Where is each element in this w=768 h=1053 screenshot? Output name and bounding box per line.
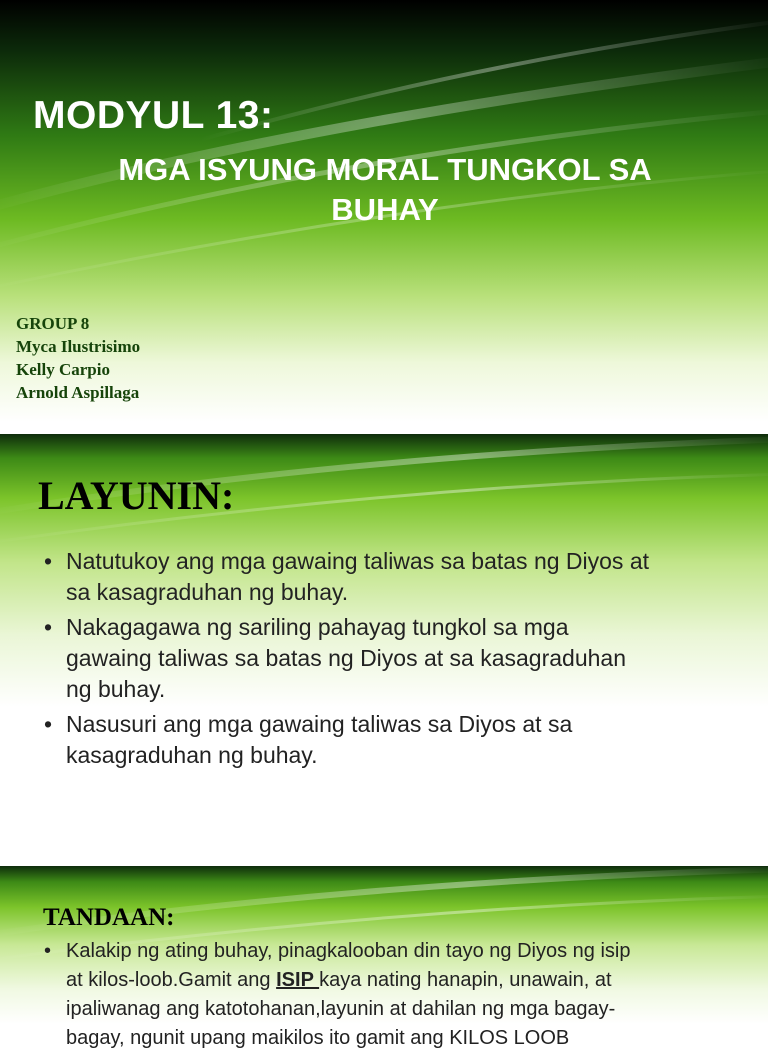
list-item bbox=[38, 937, 718, 1053]
reminder-line: ipaliwanag ang katotohanan,layunin at dahilan ng mga bagay- bbox=[66, 998, 616, 1020]
bullet-text-line: Nasusuri ang mga gawaing taliwas sa Diyos at sa bbox=[66, 711, 573, 737]
group-members bbox=[16, 312, 140, 404]
list-item bbox=[38, 709, 738, 771]
reminder-line: bagay, ngunit upang maikilos ito gamit ang KILOS LOOB bbox=[66, 1027, 570, 1049]
bullet-icon: • bbox=[44, 614, 53, 640]
bullet-text-line: ng buhay. bbox=[66, 676, 166, 702]
bullet-text-line: gawaing taliwas sa batas ng Diyos at sa kasagraduhan bbox=[66, 645, 627, 671]
module-subtitle bbox=[60, 150, 710, 230]
bullet-icon: • bbox=[44, 940, 52, 962]
bullet-icon: • bbox=[44, 548, 53, 574]
layunin-heading: LAYUNIN: bbox=[38, 473, 235, 518]
bullet-text-line: sa kasagraduhan ng buhay. bbox=[66, 579, 349, 605]
member-name: Arnold Aspillaga bbox=[16, 383, 140, 402]
member-name: Kelly Carpio bbox=[16, 360, 110, 379]
bullet-text-line: Natutukoy ang mga gawaing taliwas sa batas ng Diyos at bbox=[66, 548, 649, 574]
tandaan-heading: TANDAAN: bbox=[43, 904, 175, 931]
list-item bbox=[38, 546, 738, 608]
list-item bbox=[38, 612, 738, 705]
slide-layunin bbox=[0, 434, 768, 836]
module-title: MODYUL 13: bbox=[33, 94, 274, 137]
reminder-line: Kalakip ng ating buhay, pinagkalooban din tayo ng Diyos ng isip bbox=[66, 940, 631, 962]
reminder-line: at kilos-loob.Gamit ang bbox=[66, 969, 277, 991]
member-name: Myca Ilustrisimo bbox=[16, 337, 141, 356]
subtitle-line-2: BUHAY bbox=[331, 192, 439, 227]
reminder-line: kaya nating hanapin, unawain, at bbox=[319, 969, 612, 991]
isip-highlight: ISIP bbox=[276, 969, 320, 991]
reminder-list bbox=[38, 937, 718, 1053]
slide-title bbox=[0, 0, 768, 422]
bullet-text-line: kasagraduhan ng buhay. bbox=[66, 742, 318, 768]
group-label: GROUP 8 bbox=[16, 314, 90, 333]
slide-tandaan bbox=[0, 866, 768, 1049]
bullet-text-line: Nakagagawa ng sariling pahayag tungkol sa mga bbox=[66, 614, 569, 640]
subtitle-line-1: MGA ISYUNG MORAL TUNGKOL SA bbox=[118, 152, 652, 187]
objectives-list bbox=[38, 546, 738, 775]
bullet-icon: • bbox=[44, 711, 53, 737]
